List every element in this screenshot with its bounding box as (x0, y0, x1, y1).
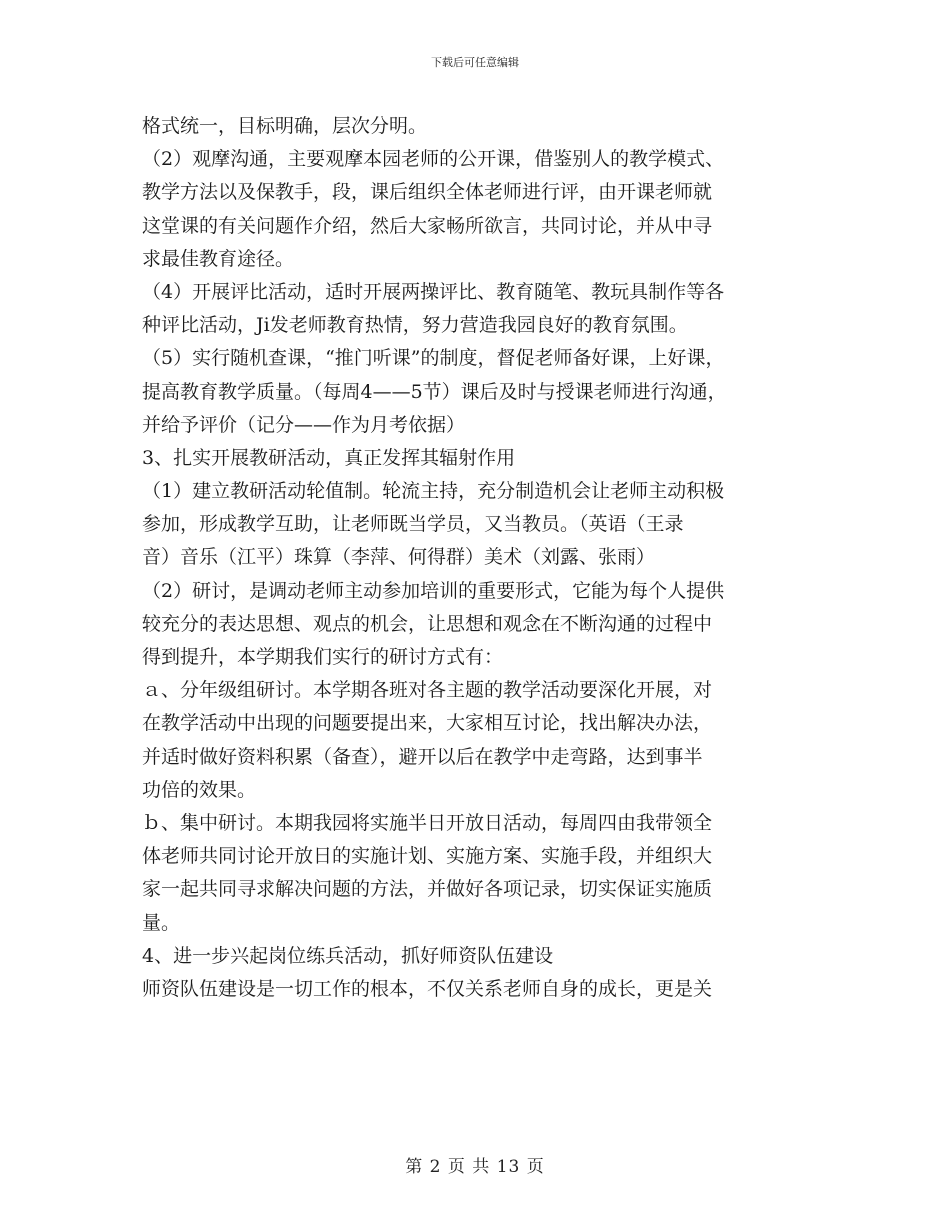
text-line: 功倍的效果。 (142, 778, 257, 801)
text-line: （1）建立教研活动轮值制。轮流主持，充分制造机会让老师主动积极 (142, 480, 725, 503)
text-line: 教学方法以及保教手，段，课后组织全体老师进行评，由开课老师就 (142, 181, 713, 204)
text-line: （4）开展评比活动，适时开展两操评比、教育随笔、教玩具制作等各 (142, 280, 725, 303)
text-line: 得到提升，本学期我们实行的研讨方式有： (142, 646, 504, 668)
text-line: 师资队伍建设是一切工作的根本，不仅关系老师自身的成长，更是关 (142, 977, 713, 1000)
text-line: 并适时做好资料积累（备查），避开以后在教学中走弯路，达到事半 (142, 745, 703, 768)
text-line: 家一起共同寻求解决问题的方法，并做好各项记录，切实保证实施质 (142, 878, 713, 901)
section-heading: 4、进一步兴起岗位练兵活动，抓好师资队伍建设 (142, 944, 554, 967)
text-line: 在教学活动中出现的问题要提出来，大家相互讨论，找出解决办法， (142, 712, 713, 735)
text-line: 体老师共同讨论开放日的实施计划、实施方案、实施手段，并组织大 (142, 845, 713, 868)
text-line: 音）音乐（江平）珠算（李萍、何得群）美术（刘露、张雨） (142, 546, 656, 569)
text-line: （2）观摩沟通，主要观摩本园老师的公开课，借鉴别人的教学模式、 (142, 148, 725, 171)
text-line: 提高教育教学质量。（每周4——5节）课后及时与授课老师进行沟通， (142, 380, 727, 403)
text-line: ａ、分年级组研讨。本学期各班对各主题的教学活动要深化开展，对 (142, 679, 713, 702)
text-line: （2）研讨，是调动老师主动参加培训的重要形式，它能为每个人提供 (142, 579, 725, 602)
text-line: 参加，形成教学互助，让老师既当学员，又当教员。（英语（王录 (142, 513, 684, 536)
text-line: 种评比活动，Ji发老师教育热情，努力营造我园良好的教育氛围。 (142, 314, 688, 337)
document-body (142, 110, 822, 1006)
text-line: ｂ、集中研讨。本期我园将实施半日开放日活动，每周四由我带领全 (142, 811, 713, 834)
page-footer: 第 2 页 共 13 页 (405, 1157, 545, 1177)
text-line: 格式统一，目标明确，层次分明。 (142, 115, 428, 137)
text-line: 较充分的表达思想、观点的机会，让思想和观念在不断沟通的过程中 (142, 612, 713, 635)
text-line: 并给予评价（记分——作为月考依据） (142, 413, 466, 436)
text-line: 求最佳教育途径。 (142, 247, 295, 270)
text-line: （5）实行随机查课，“推门听课”的制度，督促老师备好课，上好课， (142, 347, 725, 370)
section-heading: 3、扎实开展教研活动，真正发挥其辐射作用 (142, 446, 516, 469)
page-header: 下载后可任意编辑 (431, 56, 519, 69)
text-line: 这堂课的有关问题作介绍，然后大家畅所欲言，共同讨论，并从中寻 (142, 214, 713, 237)
text-line: 量。 (142, 911, 181, 934)
